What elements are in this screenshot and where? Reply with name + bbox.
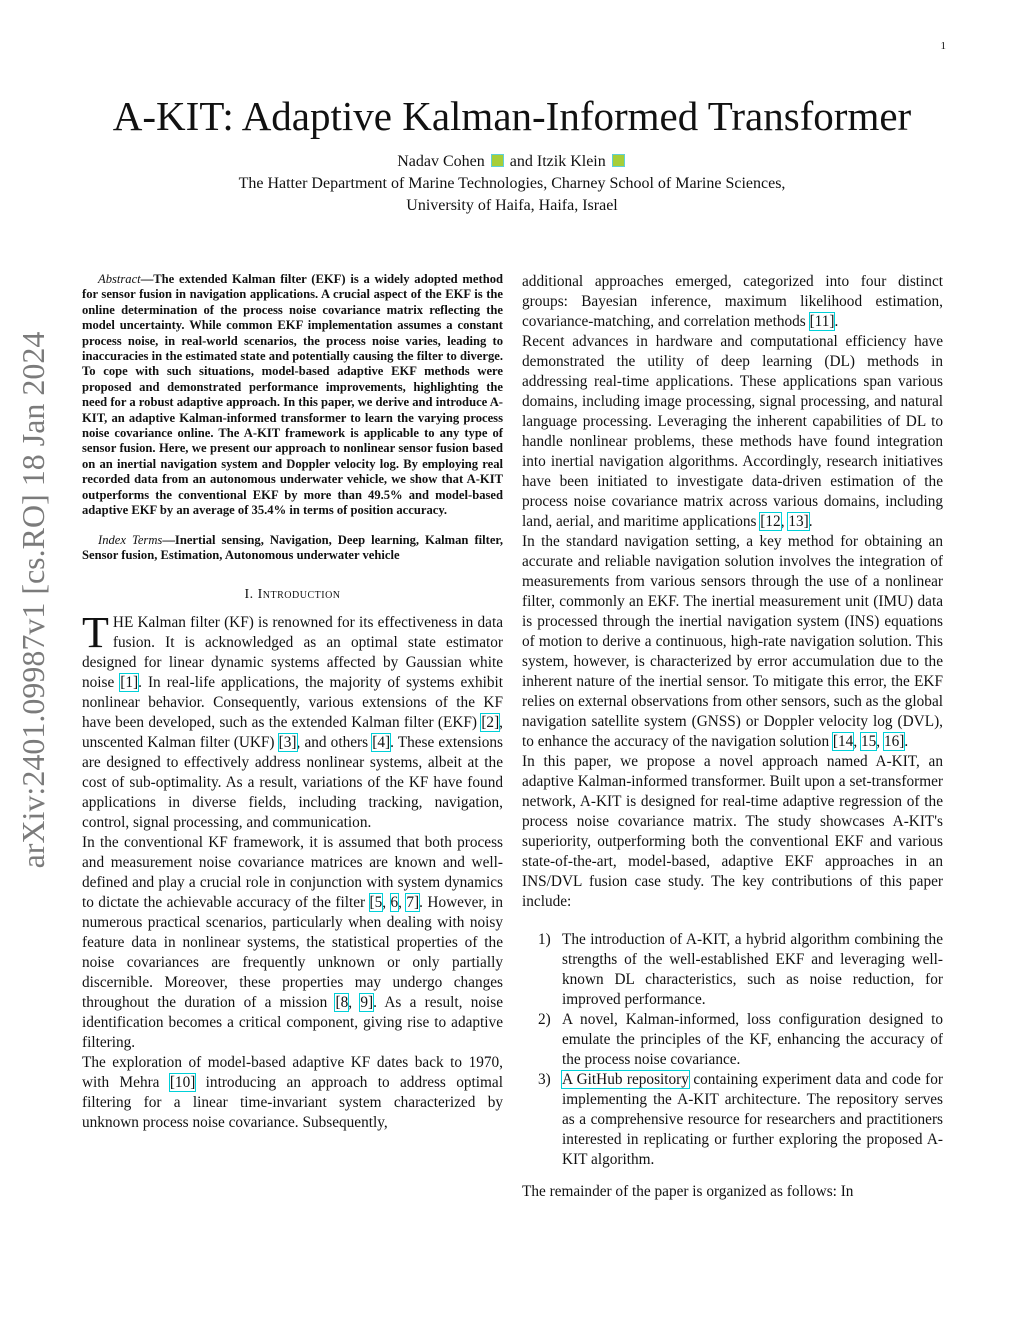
orcid-icon[interactable]	[491, 154, 504, 167]
github-repository-link[interactable]: A GitHub repository	[562, 1071, 689, 1088]
citation-link[interactable]: 13]	[788, 513, 809, 530]
intro-paragraph: In the standard navigation setting, a key method for obtaining an accurate and reliable navigation solution involves the integration of measurements from various sensors through the use of a nonlinear filter, commonly an EKF. The inertial measurement unit (IMU) data is processed through the inertial navigation system (INS) equations of motion to derive a continuous, high-rate navigation solution. This system, however, is characterized by error accumulation due to the inherent nature of the inertial sensor. To mitigate this error, the EKF relies on external observations from other sensors, such as the global navigation satellite system (GNSS) or Doppler velocity log (DVL), to enhance the accuracy of the navigation solution [14, 15, 16].	[522, 533, 943, 750]
citation-link[interactable]: 9]	[360, 994, 374, 1012]
citation-link[interactable]: [1]	[120, 674, 139, 692]
left-column	[82, 272, 503, 1133]
intro-paragraph: THE Kalman filter (KF) is renowned for its effectiveness in data fusion. It is acknowledged as an optimal state estimator designed for linear dynamic systems affected by Gaussian white noise [1]. In real-life applications, the majority of systems exhibit nonlinear behavior. Consequently, various extensions of the KF have been developed, such as the extended Kalman filter (EKF) [2], unscented Kalman filter (UKF) [3], and others [4]. These extensions are designed to effectively address nonlinear systems, albeit at the cost of sub-optimality. As a result, variations of the KF have found applications in diverse fields, including tracking, navigation, control, signal processing, and communication.	[82, 608, 503, 832]
author-block	[0, 151, 1024, 217]
citation-link[interactable]: 7]	[406, 894, 420, 912]
citation-link[interactable]: [12	[760, 513, 781, 530]
drop-cap: T	[82, 608, 109, 658]
intro-paragraph: additional approaches emerged, categorized into four distinct groups: Bayesian inference, maximum likelihood estimation, covariance-matching, and correlation methods [11].	[522, 273, 943, 330]
citation-link[interactable]: [4]	[372, 734, 391, 752]
intro-paragraph: In this paper, we propose a novel approach named A-KIT, an adaptive Kalman-informed transformer. Built upon a set-transformer network, A-KIT is designed for real-time adaptive regression of the process noise covariance matrix. The study showcases A-KIT's superiority, outperforming both the conventional EKF and various state-of-the-art, model-based, adaptive EKF approaches in an INS/DVL fusion case study. The key contributions of this paper include:	[522, 753, 943, 910]
abstract	[82, 272, 503, 519]
citation-link[interactable]: [3]	[278, 734, 297, 752]
arxiv-identifier: arXiv:2401.09987v1 [cs.RO] 18 Jan 2024	[15, 331, 51, 869]
orcid-icon[interactable]	[612, 154, 625, 167]
citation-link[interactable]: [10]	[169, 1074, 196, 1092]
citation-link[interactable]: 6	[390, 894, 399, 912]
intro-paragraph: The exploration of model-based adaptive KF dates back to 1970, with Mehra [10] introducing an approach to address optimal filtering for a linear time-invariant system characterized by unknown process noise covariance. Subsequently,	[82, 1054, 503, 1132]
abstract-label: Abstract—	[98, 272, 154, 286]
intro-paragraph: In the conventional KF framework, it is assumed that both process and measurement noise covariance matrices are known and well-defined and play a crucial role in conjunction with system dynamics to dictate the achievable accuracy of the filter [5, 6, 7]. However, in numerous practical scenarios, particularly when dealing with noisy feature data in nonlinear systems, the statistical properties of the noise covariances are frequently unknown or only partially discernible. Moreover, these properties may undergo changes throughout the duration of a mission [8, 9]. As a result, noise identification becomes a critical component, giving rise to adaptive filtering.	[82, 834, 503, 1052]
citation-link[interactable]: [2]	[481, 714, 500, 732]
citation-link[interactable]: [8	[335, 994, 349, 1012]
affiliation-line: The Hatter Department of Marine Technologies, Charney School of Marine Sciences,	[238, 175, 786, 192]
contributions-list	[522, 930, 943, 1170]
section-heading: I. Introduction	[244, 587, 341, 603]
citation-link[interactable]: [5	[369, 894, 383, 912]
author-conjunction: and	[509, 153, 533, 170]
index-terms-text: Inertial sensing, Navigation, Deep learning, Kalman filter, Sensor fusion, Estimation, Autonomous underwater vehicle	[82, 532, 503, 562]
paper-title: A-KIT: Adaptive Kalman-Informed Transformer	[112, 93, 912, 139]
citation-link[interactable]: 16]	[883, 733, 905, 750]
index-terms: Index Terms—Inertial sensing, Navigation, Deep learning, Kalman filter, Sensor fusion, Estimation, Autonomous underwater vehicle	[82, 532, 503, 562]
citation-link[interactable]: [11]	[809, 313, 835, 330]
list-item: 1) The introduction of A-KIT, a hybrid algorithm combining the strengths of the well-established EKF and leveraging well-known DL characteristics, such as noise reduction, for improved performance.	[538, 931, 943, 1008]
intro-paragraph: Recent advances in hardware and computational efficiency have demonstrated the utility of deep learning (DL) methods in addressing real-time applications. These applications span various domains, including image processing, signal processing, and natural language processing. Leveraging the inherent capabilities of DL to handle nonlinear problems, these methods have found integration into inertial navigation algorithms. Accordingly, research initiatives have been initiated to investigate data-driven estimation of the process noise covariance matrix across various domains, including land, aerial, and maritime applications [12, 13].	[522, 333, 943, 530]
intro-paragraph: The remainder of the paper is organized as follows: In	[522, 1183, 854, 1200]
right-column	[522, 272, 943, 1202]
index-terms-label: Index Terms	[98, 532, 163, 547]
author-name: Itzik Klein	[536, 153, 606, 170]
abstract-text: The extended Kalman filter (EKF) is a widely adopted method for sensor fusion in navigation applications. A crucial aspect of the EKF is the online determination of the process noise covariance matrix reflecting the model uncertainty. While common EKF implementation assumes a constant process noise, in real-world scenarios, the process noise varies, leading to inaccuracies in the estimated state and potentially causing the filter to diverge. To cope with such situations, model-based adaptive EKF methods were proposed and demonstrated performance improvements, highlighting the need for a robust adaptive approach. In this paper, we derive and introduce A-KIT, an adaptive Kalman-informed transformer to learn the varying process noise covariance online. The A-KIT framework is applicable to any type of sensor fusion. Here, we present our approach to nonlinear sensor fusion based on an inertial navigation system and Doppler velocity log. By employing real recorded data from an autonomous underwater vehicle, we show that A-KIT outperforms the conventional EKF by more than 49.5% and model-based adaptive EKF by an average of 35.4% in terms of position accuracy.	[82, 272, 503, 518]
author-name: Nadav Cohen	[397, 153, 485, 170]
list-item: 2) A novel, Kalman-informed, loss configuration designed to emulate the principles of the KF, enhancing the accuracy of the process noise covariance.	[538, 1011, 943, 1068]
page-number: 1	[940, 40, 946, 52]
affiliation-line: University of Haifa, Haifa, Israel	[406, 197, 618, 214]
citation-link[interactable]: [14	[832, 733, 854, 750]
list-item: 3) A GitHub repository containing experiment data and code for implementing the A-KIT architecture. The repository serves as a comprehensive resource for researchers and practitioners interested in replicating or further exploring the proposed A-KIT algorithm.	[538, 1071, 943, 1168]
citation-link[interactable]: 15	[860, 733, 877, 750]
